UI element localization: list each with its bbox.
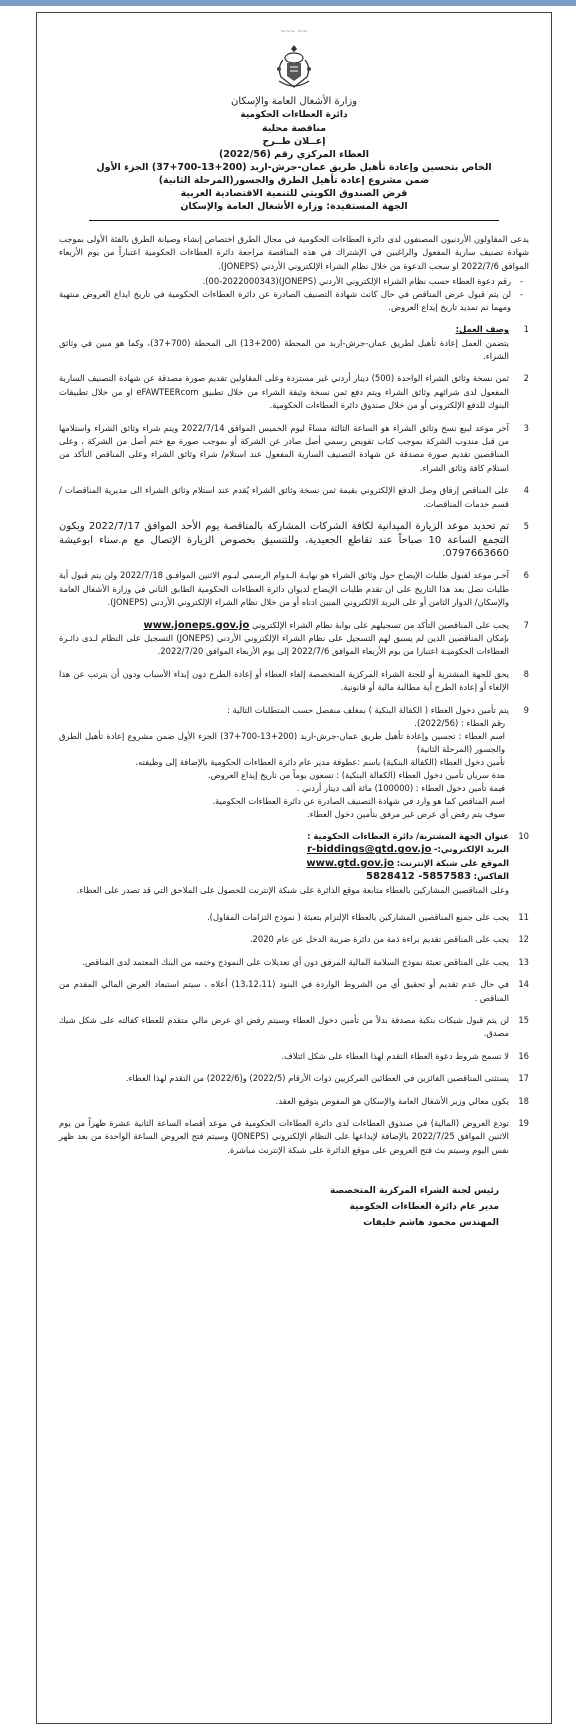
fax-label: الفاكس:: [473, 871, 509, 882]
top-bar: [0, 0, 576, 6]
signature-block: [59, 1183, 529, 1231]
header: [59, 27, 529, 213]
sub-item: - اسم المناقص كما هو وارد في شهادة التصنيف الصادرة عن دائرة العطاءات الحكومية.: [59, 795, 509, 808]
item-number: 1: [523, 324, 529, 335]
item-text: في حال عدم تقديم أو تحقيق أي من الشروط الواردة في البنود (13،12،11) أعلاه ، سيتم استبعاد العرض المالي المقدم من المناقص .: [59, 979, 509, 1003]
list-item: [59, 933, 529, 946]
signature-line: مدير عام دائرة العطاءات الحكومية: [349, 1202, 499, 1213]
list-item: [59, 323, 529, 363]
item-number: 8: [523, 668, 529, 679]
item-number: 4: [523, 485, 529, 496]
website-link[interactable]: www.gtd.gov.jo: [306, 857, 395, 869]
email-label: البريد الإلكتروني:-: [434, 844, 509, 855]
list-item: [59, 1117, 529, 1157]
item-text: وعلى المناقصين المشاركين بالعطاء متابعة موقع الدائرة على شبكة الإنترنت للحصول على الملاحق التي قد تصدر على العطاء.: [76, 884, 509, 895]
item-number: 13: [518, 956, 529, 967]
list-item: [59, 978, 529, 1005]
list-item: [59, 619, 529, 659]
item-number: 18: [518, 1095, 529, 1106]
intro-bullet: - لن يتم قبول عرض المناقص في حال كانت شهادة التصنيف الصادرة عن دائرة العطاءات الحكومية في تاريخ ايداع العروض منتهية ومهما تم تمديد تاريخ إيداع العروض.: [59, 288, 529, 314]
item-text: يحق للجهة المشترية أو للجنة الشراء المركزية المتخصصة إلغاء العطاء أو إعادة الطرح دون إبداء الأسباب ودون أن يترتب عن هذا الإلغاء أو إعادة الطرح أية مطالبة مالية أو قانونية.: [59, 668, 509, 693]
item-text: يجب على المناقص تعبئة نموذج السلامة المالية المرفق دون أي تعديلات على النموذج وختمه من البنك المعتمد لدى المناقص.: [82, 956, 509, 967]
divider: [89, 220, 499, 221]
list-item: [59, 1014, 529, 1041]
item-text: لا تسمح شروط دعوة العطاء التقدم لهذا العطاء على شكل ائتلاف.: [281, 1050, 509, 1061]
item-text: تم تحديد موعد الزيارة الميدانية لكافة الشركات المشاركة بالمناقصة يوم الأحد الموافق 2022/7/17 ويكون التجمع الساعة 10 صباحاً عند تقاطع الجعيدية، وللتنسيق بخصوص الزيارة الإتصال مع م.سناء ابوعيشة 0797663660.: [59, 521, 509, 559]
sub-item: - مدة سريان تأمين دخول العطاء (الكفالة البنكية) : تسعون يوماً من تاريخ إيداع العروض.: [59, 769, 509, 782]
item-text: بإمكان المناقصين الذين لم يسبق لهم التسجيل على نظام الشراء الإلكتروني الأردني (JONEPS) التسجيل على النظام لـدى دائـرة العطاءات الحكوميـة اعتبارا من يوم الأربعاء الموافق 2022/7/6 إلى يوم الأربعاء الموافق 2022/7/20.: [59, 632, 509, 657]
item-number: 12: [518, 934, 529, 945]
header-line-3: العطاء المركزي رقم (2022/56): [219, 149, 369, 160]
item-number: 15: [518, 1015, 529, 1026]
item-text: على المناقص إرفاق وصل الدفع الإلكتروني بقيمة ثمن نسخة وثائق الشراء يُقدم عند استلام وثائق الشراء الى مديرية المناقصات / قسم خدمات المناقصات.: [59, 485, 509, 509]
item-number: 17: [518, 1073, 529, 1084]
sub-item: - تأمين دخول العطاء (الكفالة البنكية) باسم :عطوفة مدير عام دائرة العطاءات الحكومية بالإضافة إلى وظيفته.: [59, 756, 509, 769]
item-number: 10: [518, 830, 529, 841]
list-item: [59, 520, 529, 560]
list-item: [59, 668, 529, 695]
ministry-name: وزارة الأشغال العامة والإسكان: [230, 96, 358, 107]
header-line-2: إعــلان طــرح: [262, 136, 326, 147]
item-title: وصف العمل:: [455, 324, 509, 335]
joneps-link[interactable]: www.joneps.gov.jo: [143, 619, 250, 631]
item-text: آخـر موعد لقبول طلبات الإيضاح حول وثائق الشراء هو نهايـة الـدوام الرسمي ليـوم الاثنين الموافـق 2022/7/18 ولن يتم قبول أية طلبات تصل بعد هذا التاريخ على ان تقدم طلبات الإيضاح لديوان دائرة العطاءات الحكومية الطابق الثاني في وزارة الأشغال العامة والإسكان/ الدوار الثامن أو على البريد الالكتروني المبين ادناه أو من خلال نظام الشراء الإلكتروني الأردني (JONEPS).: [59, 570, 509, 608]
list-item: [59, 422, 529, 476]
item-text: تودع العروض (المالية) في صندوق العطاءات لدى دائرة العطاءات الحكومية في موعد أقصاه الساعة الثانية عشرة ظهراً من يوم الاثنين الموافق 2022/7/25 بالإضافة لإيداعها على النظام الإلكتروني (JONEPS) وسيتم فتح العروض الساعة الواحدة من بعد ظهر نفس اليوم وسيتم بث فتح العروض على موقع الدائرة على شبكة الإنترنت مباشرة.: [59, 1118, 509, 1155]
list-item: [59, 911, 529, 924]
list-item: [59, 569, 529, 609]
header-line-7: الجهة المستفيدة: وزارة الأشغال العامة والإسكان: [180, 201, 408, 212]
web-label: الموقع على شبكة الإنترنت:: [396, 857, 509, 868]
item-number: 7: [523, 619, 529, 630]
header-line-6: قرض الصندوق الكويتي للتنمية الاقتصادية العربية: [180, 188, 408, 199]
item-text: يتضمن العمل إعادة تأهيل لطريق عمان-جرش-اربد من المحطة (200+13) الى المحطة (700+37)، وكما هو مبين في وثائق الشراء.: [59, 337, 509, 362]
item-number: 19: [518, 1118, 529, 1129]
list-item: [59, 1072, 529, 1085]
list-item: [59, 484, 529, 511]
list-item: [59, 830, 529, 897]
list-item: [59, 956, 529, 969]
item-number: 14: [518, 979, 529, 990]
item-title: عنوان الجهة المشترية/ دائرة العطاءات الحكومية :: [307, 830, 509, 841]
tender-announcement: [36, 12, 552, 1724]
intro-bullet: - رقم دعوة العطاء حسب نظام الشراء الإلكتروني الأردني (JONEPS)(00-2022000343).: [59, 275, 529, 288]
item-text: يستثنى المناقصين الفائزين في العطائين المركزيين ذوات الأرقام (2022/5) و(2022/6) من التقدم لهذا العطاء.: [125, 1073, 509, 1084]
sub-item: - سوف يتم رفض أي عرض غير مرفق بتأمين دخول العطاء.: [59, 808, 509, 821]
coat-of-arms-icon: [273, 43, 315, 91]
email-link[interactable]: r-biddings@gtd.gov.jo: [307, 844, 432, 856]
list-item: [59, 372, 529, 412]
item-text: يجب على جميع المناقصين المشاركين بالعطاء الإلتزام بتعبئة ( نموذج التزامات المقاول).: [207, 912, 509, 922]
item-text: يكون معالي وزير الأشغال العامة والإسكان هو المفوض بتوقيع العقد.: [275, 1095, 509, 1106]
signature-line: المهندس محمود هاشم خليفات: [363, 1218, 499, 1229]
item-text: آخر موعد لبيع نسخ وثائق الشراء هو الساعة الثالثة مساءً ليوم الخميس الموافق 2022/7/14 ويتم شراء وثائق الشراء واستلامها من قبل مندوب الشركة بموجب كتاب تفويض رسمي أصل صادر عن الشركة أو بموجب صورة مع ختم أصل من الشركة ، وعلى المناقصين تقديم صورة مصدقة عن شهادة التصنيف السارية المفعول عند استلام/ شراء وثائق الشراء وعلى المناقص التأكد من استلام كافة وثائق الشراء.: [59, 422, 509, 473]
item-number: 9: [523, 704, 529, 715]
item-number: 16: [518, 1050, 529, 1061]
item-number: 3: [523, 422, 529, 433]
item-text: يجب على المناقص تقديم براءة ذمة من دائرة ضريبة الدخل عن عام 2020.: [249, 934, 509, 945]
sub-item: - قيمة تأمين دخول العطاء : (100000) مائة ألف دينار أردني .: [59, 782, 509, 795]
item-text: يتم تأمين دخول العطاء ( الكفالة البنكية ) بمغلف منفصل حسب المتطلبات التالية :: [227, 704, 509, 715]
item-text: لن يتم قبول شيكات بنكية مصدقة بدلاً من تأمين دخول العطاء وسيتم رفض اي عرض مالي متقدم للعطاء كفالته على شكل شيك مصدق.: [59, 1015, 509, 1039]
item-text: يجب على المناقصين التأكد من تسجيلهم على بوابة نظام الشراء الإلكتروني: [252, 619, 509, 630]
header-line-5: ضمن مشروع إعادة تأهيل الطرق والجسور(المرحلة الثانية): [158, 175, 430, 186]
sub-item: - رقم العطاء : (2022/56).: [59, 717, 509, 730]
header-line-1: مناقصة محلية: [261, 123, 327, 134]
department-name: دائرة العطاءات الحكومية: [240, 110, 348, 120]
fax-number: 5828412 -5857583: [366, 871, 472, 883]
header-line-4: الخاص بتحسين وإعادة تأهيل طريق عمان-جرش-اربد (200+13-700+37) الجزء الأول: [96, 162, 492, 173]
item-number: 6: [523, 570, 529, 581]
intro-paragraph: يدعى المقاولون الأردنيون المصنفون لدى دائرة العطاءات الحكومية في مجال الطرق اختصاص إنشاء وصيانة الطرق بالفئة الأولى بموجب شهادة تصنيف سارية المفعول والراغبين في الإشتراك في هذه المناقصة مراجعة دائرة العطاءات الحكومية اعتباراً من يوم الأربعاء الموافق 2022/7/6 او سحب الدعوة من خلال نظام الشراء الإلكتروني الأردني (JONEPS).: [59, 234, 529, 271]
item-number: 5: [523, 521, 529, 532]
list-item: [59, 1095, 529, 1108]
list-item: [59, 1050, 529, 1063]
list-item: [59, 704, 529, 821]
signature-line: رئيس لجنة الشراء المركزية المتخصصة: [329, 1186, 499, 1197]
handwritten-note: ~~ ~~~: [280, 28, 308, 35]
sub-item: - اسم العطاء : تحسين وإعادة تأهيل طريق عمان-جرش-اربد (200+13-700+37) الجزء الأول ضمن مشروع إعادة تأهيل الطرق والجسور (المرحلة الثانية): [59, 730, 509, 756]
item-number: 11: [518, 912, 529, 922]
item-text: ثمن نسخة وثائق الشراء الواحدة (500) دينار أردني غير مستردة وعلى المقاولين تقديم صورة مصدقة عن شهادة التصنيف السارية المفعول لدى شرائهم وثائق الشراء ويتم دفع ثمن نسخة وثيقة الشراء من خلال تطبيق eFAWTEERcom او من خلال تطبيقات البنوك للدفع الإلكتروني أو من خلال صندوق دائرة العطاءات الحكومية.: [59, 373, 509, 411]
item-number: 2: [523, 373, 529, 384]
